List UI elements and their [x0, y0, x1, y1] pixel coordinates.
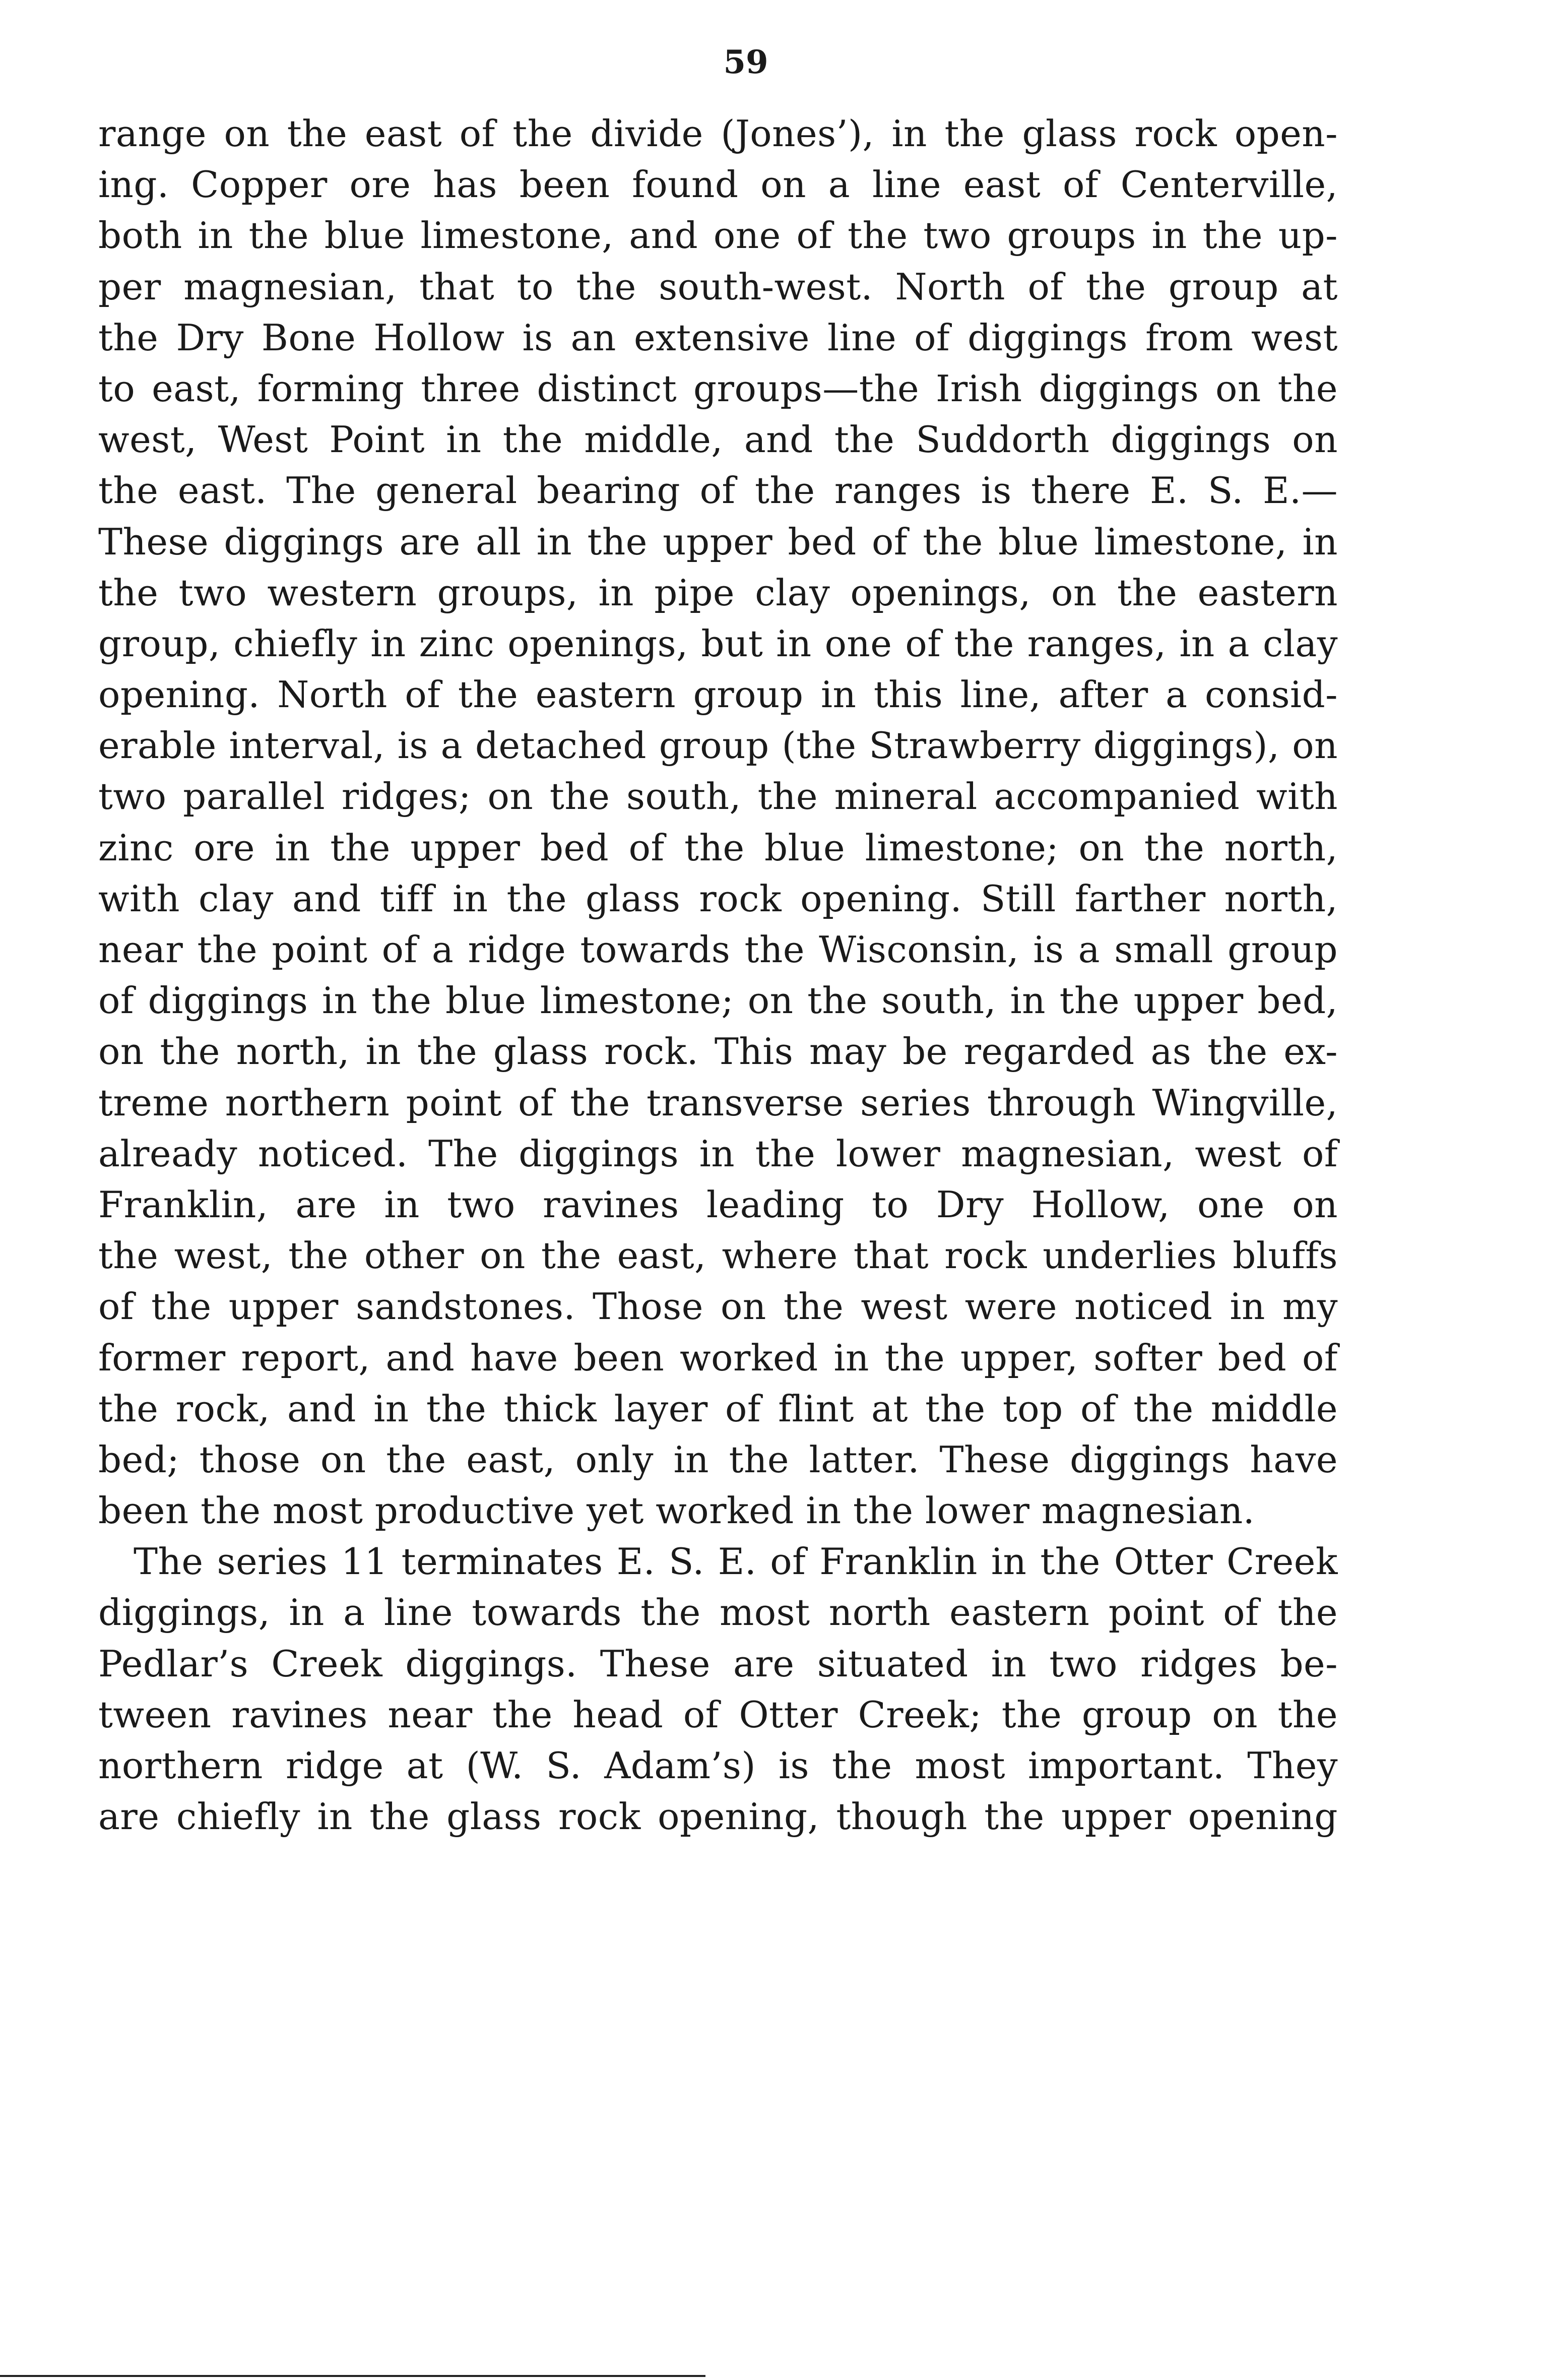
text-line: diggings, in a line towards the most north eastern point of the [98, 1591, 1338, 1634]
text-line: two parallel ridges; on the south, the mineral accompanied with [98, 775, 1338, 818]
text-line: of the upper sandstones. Those on the west were noticed in my [98, 1285, 1338, 1328]
text-line: Pedlar’s Creek diggings. These are situated in two ridges be- [98, 1642, 1338, 1685]
body-text [98, 108, 1338, 1842]
paragraph-2 [98, 1536, 1338, 1842]
text-line: the two western groups, in pipe clay openings, on the eastern [98, 571, 1338, 614]
text-line: per magnesian, that to the south-west. North of the group at [98, 265, 1338, 308]
text-line: erable interval, is a detached group (the Strawberry diggings), on [98, 724, 1338, 767]
text-line: opening. North of the eastern group in this line, after a consid- [98, 673, 1338, 716]
page-number: 59 [723, 43, 768, 81]
text-line: with clay and tiff in the glass rock opening. Still farther north, [98, 877, 1338, 920]
text-line: are chiefly in the glass rock opening, though the upper opening [98, 1795, 1338, 1838]
text-line: the west, the other on the east, where that rock underlies bluffs [98, 1234, 1338, 1277]
text-line: range on the east of the divide (Jones’), in the glass rock open- [98, 112, 1338, 155]
text-line: west, West Point in the middle, and the Suddorth diggings on [98, 418, 1338, 461]
text-line: the east. The general bearing of the ranges is there E. S. E.— [98, 469, 1338, 512]
text-line: the rock, and in the thick layer of flint at the top of the middle [98, 1387, 1338, 1430]
text-line: tween ravines near the head of Otter Creek; the group on the [98, 1693, 1338, 1736]
text-line: ing. Copper ore has been found on a line east of Centerville, [98, 163, 1338, 206]
text-line: group, chiefly in zinc openings, but in one of the ranges, in a clay [98, 622, 1338, 665]
text-line: to east, forming three distinct groups—the Irish diggings on the [98, 367, 1338, 410]
text-line: both in the blue limestone, and one of the two groups in the up- [98, 214, 1338, 257]
text-line: Franklin, are in two ravines leading to Dry Hollow, one on [98, 1183, 1338, 1226]
text-line: former report, and have been worked in the upper, softer bed of [98, 1336, 1338, 1379]
text-line: treme northern point of the transverse series through Wingville, [98, 1081, 1338, 1124]
page-edge-line [0, 2375, 705, 2377]
text-line: bed; those on the east, only in the latter. These diggings have [98, 1438, 1338, 1481]
text-line: zinc ore in the upper bed of the blue limestone; on the north, [98, 826, 1338, 869]
text-line: on the north, in the glass rock. This may be regarded as the ex- [98, 1030, 1338, 1073]
text-line: northern ridge at (W. S. Adam’s) is the most important. They [98, 1744, 1338, 1787]
text-line: near the point of a ridge towards the Wisconsin, is a small group [98, 928, 1338, 971]
text-line: already noticed. The diggings in the lower magnesian, west of [98, 1132, 1338, 1175]
text-line: the Dry Bone Hollow is an extensive line of diggings from west [98, 316, 1338, 359]
text-line: These diggings are all in the upper bed of the blue limestone, in [98, 520, 1338, 563]
text-line: The series 11 terminates E. S. E. of Franklin in the Otter Creek [134, 1540, 1338, 1583]
paragraph-1 [98, 108, 1338, 1536]
text-line: of diggings in the blue limestone; on the south, in the upper bed, [98, 979, 1338, 1022]
text-line: been the most productive yet worked in the lower magnesian. [98, 1489, 1255, 1532]
